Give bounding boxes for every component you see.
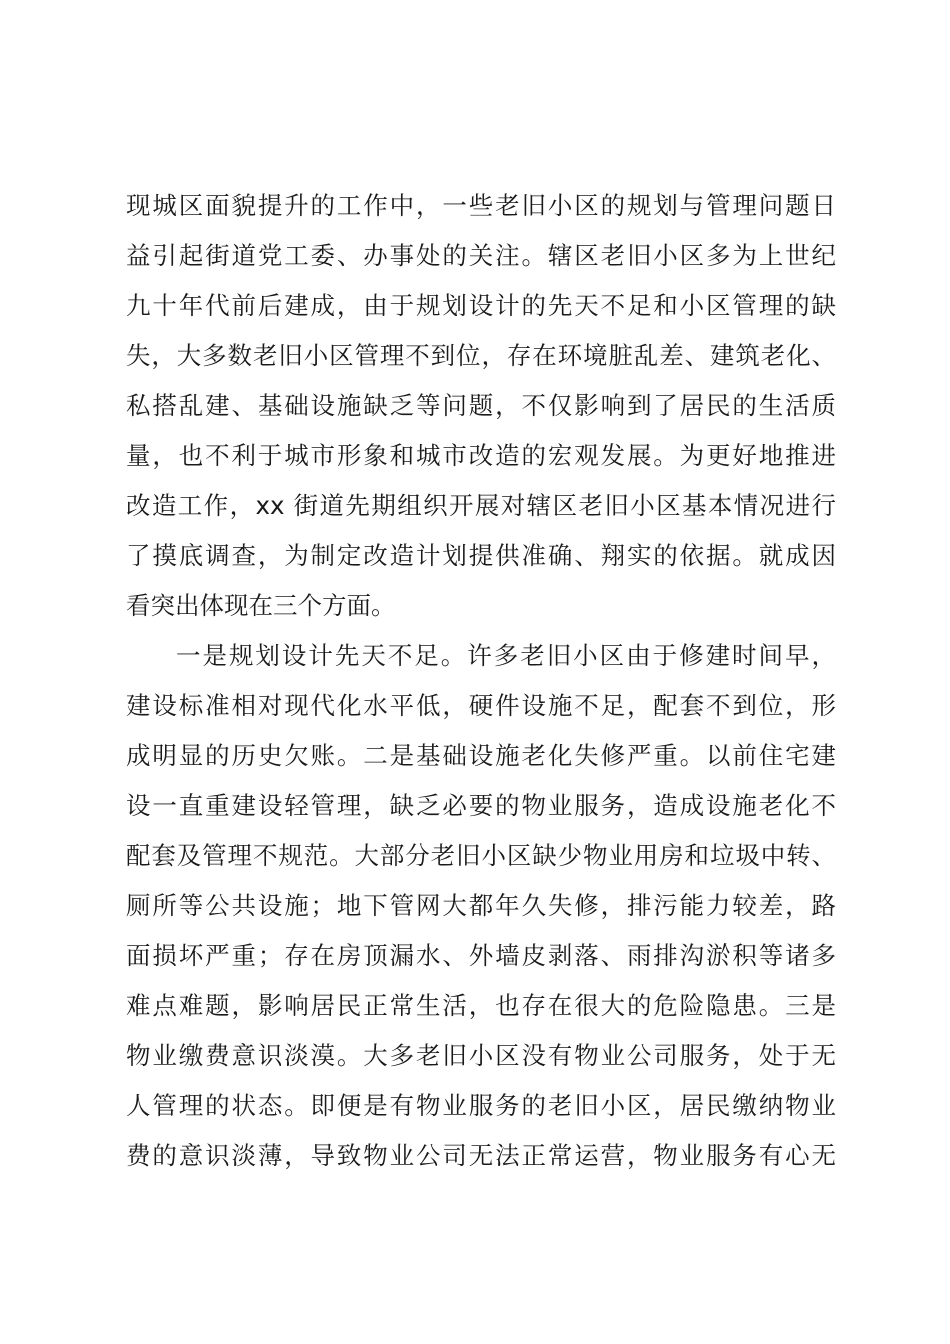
- paragraph-1-line-9: 看突出体现在三个方面。: [126, 591, 396, 620]
- paragraph-1-line-6: 量，也不利于城市形象和城市改造的宏观发展。为更好地推进: [126, 441, 836, 470]
- paragraph-2-line-2: 建设标准相对现代化水平低，硬件设施不足，配套不到位，形: [126, 691, 836, 720]
- paragraph-1-line-4: 失，大多数老旧小区管理不到位，存在环境脏乱差、建筑老化、: [126, 341, 836, 370]
- paragraph-1-line-1: 现城区面貌提升的工作中，一些老旧小区的规划与管理问题日: [126, 191, 836, 220]
- paragraph-2-line-7: 面损坏严重；存在房顶漏水、外墙皮剥落、雨排沟淤积等诸多: [126, 941, 836, 970]
- paragraph-1-line-5: 私搭乱建、基础设施缺乏等问题，不仅影响到了居民的生活质: [126, 391, 836, 420]
- paragraph-2-line-1: 一是规划设计先天不足。许多老旧小区由于修建时间早，: [176, 641, 836, 670]
- paragraph-2-line-3: 成明显的历史欠账。二是基础设施老化失修严重。以前住宅建: [126, 741, 836, 770]
- paragraph-2-line-9: 物业缴费意识淡漠。大多老旧小区没有物业公司服务，处于无: [126, 1041, 836, 1070]
- paragraph-2-line-5: 配套及管理不规范。大部分老旧小区缺少物业用房和垃圾中转、: [126, 841, 836, 870]
- paragraph-1-line-8: 了摸底调查，为制定改造计划提供准确、翔实的依据。就成因: [126, 541, 836, 570]
- paragraph-1-line-2: 益引起街道党工委、办事处的关注。辖区老旧小区多为上世纪: [126, 241, 836, 270]
- paragraph-2-line-8: 难点难题，影响居民正常生活，也存在很大的危险隐患。三是: [126, 991, 836, 1020]
- paragraph-2-line-4: 设一直重建设轻管理，缺乏必要的物业服务，造成设施老化不: [126, 791, 836, 820]
- paragraph-2-line-11: 费的意识淡薄，导致物业公司无法正常运营，物业服务有心无: [126, 1141, 836, 1170]
- paragraph-2-line-10: 人管理的状态。即便是有物业服务的老旧小区，居民缴纳物业: [126, 1091, 836, 1120]
- paragraph-2-line-6: 厕所等公共设施；地下管网大都年久失修，排污能力较差，路: [126, 891, 836, 920]
- paragraph-1-line-3: 九十年代前后建成，由于规划设计的先天不足和小区管理的缺: [126, 291, 836, 320]
- paragraph-1-line-7: 改造工作，xx 街道先期组织开展对辖区老旧小区基本情况进行: [126, 491, 836, 520]
